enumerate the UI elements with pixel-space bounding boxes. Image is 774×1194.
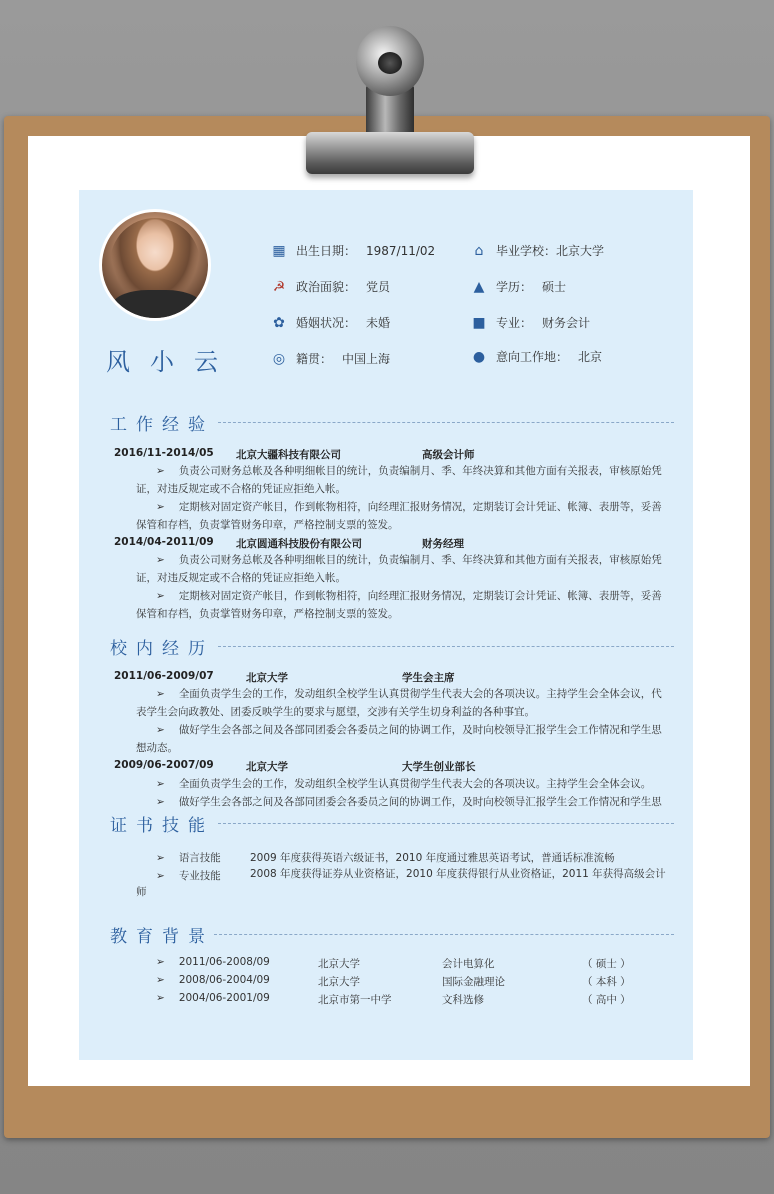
info-major [470,314,590,331]
info-school-label: 毕业学校： [496,244,557,258]
info-major-label: 专业： [496,316,533,330]
info-school [470,242,604,259]
work-bullet: ➢ 定期核对固定资产帐目，作到帐物相符，向经理汇报财务情况，定期装订会计凭证、帐簿、表册等，妥善保管和存档，负责掌管财务印章，严格控制支票的签发。 [136,590,662,620]
section-divider [218,823,674,824]
cert-label: 专业技能 [178,870,221,882]
campus-bullet-text: 全面负责学生会的工作，发动组织全校学生认真贯彻学生代表大会的各项决议。主持学生会全体会议，代表学生会向政教处、团委反映学生的要求与愿望，交涉有关学生切身利益的各种事宜。 [136,688,662,718]
cert-label: 语言技能 [178,852,221,864]
work-bullet-text: 定期核对固定资产帐目，作到帐物相符，向经理汇报财务情况，定期装订会计凭证、帐簿、表册等，妥善保管和存档，负责掌管财务印章，严格控制支票的签发。 [136,590,662,620]
globe-icon: ◎ [272,351,286,367]
info-hometown-value: 中国上海 [342,352,391,366]
edu-school: 北京市第一中学 [318,994,392,1006]
info-hometown-label: 籍贯： [296,352,333,366]
calendar-icon: ▦ [272,243,286,259]
campus-role: 大学生创业部长 [402,761,476,773]
info-location [470,348,602,365]
section-title-work: 工作经验 [110,415,214,435]
edu-school: 北京大学 [318,976,360,988]
section-title-edu: 教育背景 [110,927,214,947]
edu-degree: （ 高中 ） [582,994,631,1006]
section-divider [214,934,674,935]
info-degree-label: 学历： [496,280,533,294]
edu-major: 国际金融理论 [442,976,505,988]
work-bullet-text: 负责公司财务总帐及各种明细帐目的统计，负责编制月、季、年终决算和其他方面有关报表，审核原始凭证，对违反规定或不合格的凭证应拒绝入帐。 [136,554,662,584]
person-name: 风小云 [106,348,238,376]
work-bullet: ➢ 定期核对固定资产帐目，作到帐物相符，向经理汇报财务情况，定期装订会计凭证、帐簿、表册等，妥善保管和存档，负责掌管财务印章，严格控制支票的签发。 [136,501,662,531]
campus-bullet: ➢ 全面负责学生会的工作，发动组织全校学生认真贯彻学生代表大会的各项决议。主持学生会全体会议，代表学生会向政教处、团委反映学生的要求与愿望，交涉有关学生切身利益的各种事宜。 [136,688,662,718]
edu-row: ➢ 2011/06-2008/09 [156,956,270,968]
info-birth [270,242,435,259]
edu-major: 会计电算化 [442,958,495,970]
edu-major: 文科选修 [442,994,484,1006]
clip-hole [378,52,402,74]
info-location-value: 北京 [578,350,603,364]
cert-item: ➢ 专业技能 [156,870,221,882]
info-birth-label: 出生日期： [296,244,357,258]
work-bullet-text: 定期核对固定资产帐目，作到帐物相符，向经理汇报财务情况，定期装订会计凭证、帐簿、表册等，妥善保管和存档，负责掌管财务印章，严格控制支票的签发。 [136,501,662,531]
campus-role: 学生会主席 [402,672,455,684]
avatar-shirt [112,290,202,321]
info-birth-value: 1987/11/02 [366,244,436,258]
info-marital-label: 婚姻状况： [296,316,357,330]
location-pin-icon: ● [472,349,486,365]
info-hometown [270,350,390,367]
cert-item: ➢ 语言技能 [156,852,221,864]
section-title-cert: 证书技能 [110,816,214,836]
campus-bullet-text: 做好学生会各部之间及各部同团委会各委员之间的协调工作，及时向校领导汇报学生会工作情况和学生思想动态。 [136,724,662,754]
campus-bullet: ➢ 做好学生会各部之间及各部同团委会各委员之间的协调工作，及时向校领导汇报学生会工作情况和学生思 [136,793,666,811]
campus-period: 2009/06-2007/09 [114,759,214,771]
edu-row: ➢ 2004/06-2001/09 [156,992,270,1004]
info-major-value: 财务会计 [542,316,591,330]
book-icon: ■ [472,315,486,331]
campus-bullet: ➢ 全面负责学生会的工作，发动组织全校学生认真贯彻学生代表大会的各项决议。主持学生会全体会议。 [156,778,652,790]
info-school-value: 北京大学 [556,244,605,258]
edu-school: 北京大学 [318,958,360,970]
work-bullet-text: 负责公司财务总帐及各种明细帐目的统计，负责编制月、季、年终决算和其他方面有关报表，审核原始凭证，对违反规定或不合格的凭证应拒绝入帐。 [136,465,662,495]
avatar [99,209,211,321]
edu-period: 2004/06-2001/09 [178,992,270,1004]
cert-text: 2009 年度获得英语六级证书，2010 年度通过雅思英语考试，普通话标准流畅 [250,852,615,864]
info-location-label: 意向工作地： [496,350,569,364]
info-marital [270,314,390,331]
work-title: 高级会计师 [422,449,475,461]
campus-org: 北京大学 [246,672,288,684]
cert-text: 2008 年度获得证券从业资格证，2010 年度获得银行从业资格证，2011 年获得高级会计师 [136,868,666,898]
info-politics-value: 党员 [366,280,391,294]
info-marital-value: 未婚 [366,316,391,330]
school-icon: ⌂ [474,243,484,259]
party-icon: ☭ [272,279,286,295]
section-title-campus: 校内经历 [110,639,214,659]
work-period: 2014/04-2011/09 [114,536,214,548]
campus-period: 2011/06-2009/07 [114,670,214,682]
section-divider [218,646,674,647]
clip-base [306,132,474,174]
work-bullet: ➢ 负责公司财务总帐及各种明细帐目的统计，负责编制月、季、年终决算和其他方面有关报表，审核原始凭证，对违反规定或不合格的凭证应拒绝入帐。 [136,554,662,584]
info-politics-label: 政治面貌： [296,280,357,294]
campus-bullet-text: 全面负责学生会的工作，发动组织全校学生认真贯彻学生代表大会的各项决议。主持学生会全体会议。 [178,778,652,790]
info-politics [270,278,390,295]
info-degree [470,278,566,295]
work-company: 北京圆通科技股份有限公司 [236,538,362,550]
edu-degree: （ 本科 ） [582,976,631,988]
edu-period: 2011/06-2008/09 [178,956,270,968]
work-period: 2016/11-2014/05 [114,447,214,459]
work-company: 北京大疆科技有限公司 [236,449,341,461]
info-degree-value: 硕士 [542,280,567,294]
campus-bullet-text: 做好学生会各部之间及各部同团委会各委员之间的协调工作，及时向校领导汇报学生会工作情况和学生思 [178,796,662,808]
flower-icon: ✿ [273,315,285,331]
campus-org: 北京大学 [246,761,288,773]
edu-row: ➢ 2008/06-2004/09 [156,974,270,986]
work-title: 财务经理 [422,538,464,550]
graduation-cap-icon: ▲ [473,279,485,295]
edu-degree: （ 硕士 ） [582,958,631,970]
campus-bullet: ➢ 做好学生会各部之间及各部同团委会各委员之间的协调工作，及时向校领导汇报学生会工作情况和学生思想动态。 [136,724,662,754]
section-divider [218,422,674,423]
work-bullet: ➢ 负责公司财务总帐及各种明细帐目的统计，负责编制月、季、年终决算和其他方面有关报表，审核原始凭证，对违反规定或不合格的凭证应拒绝入帐。 [136,465,662,495]
edu-period: 2008/06-2004/09 [178,974,270,986]
